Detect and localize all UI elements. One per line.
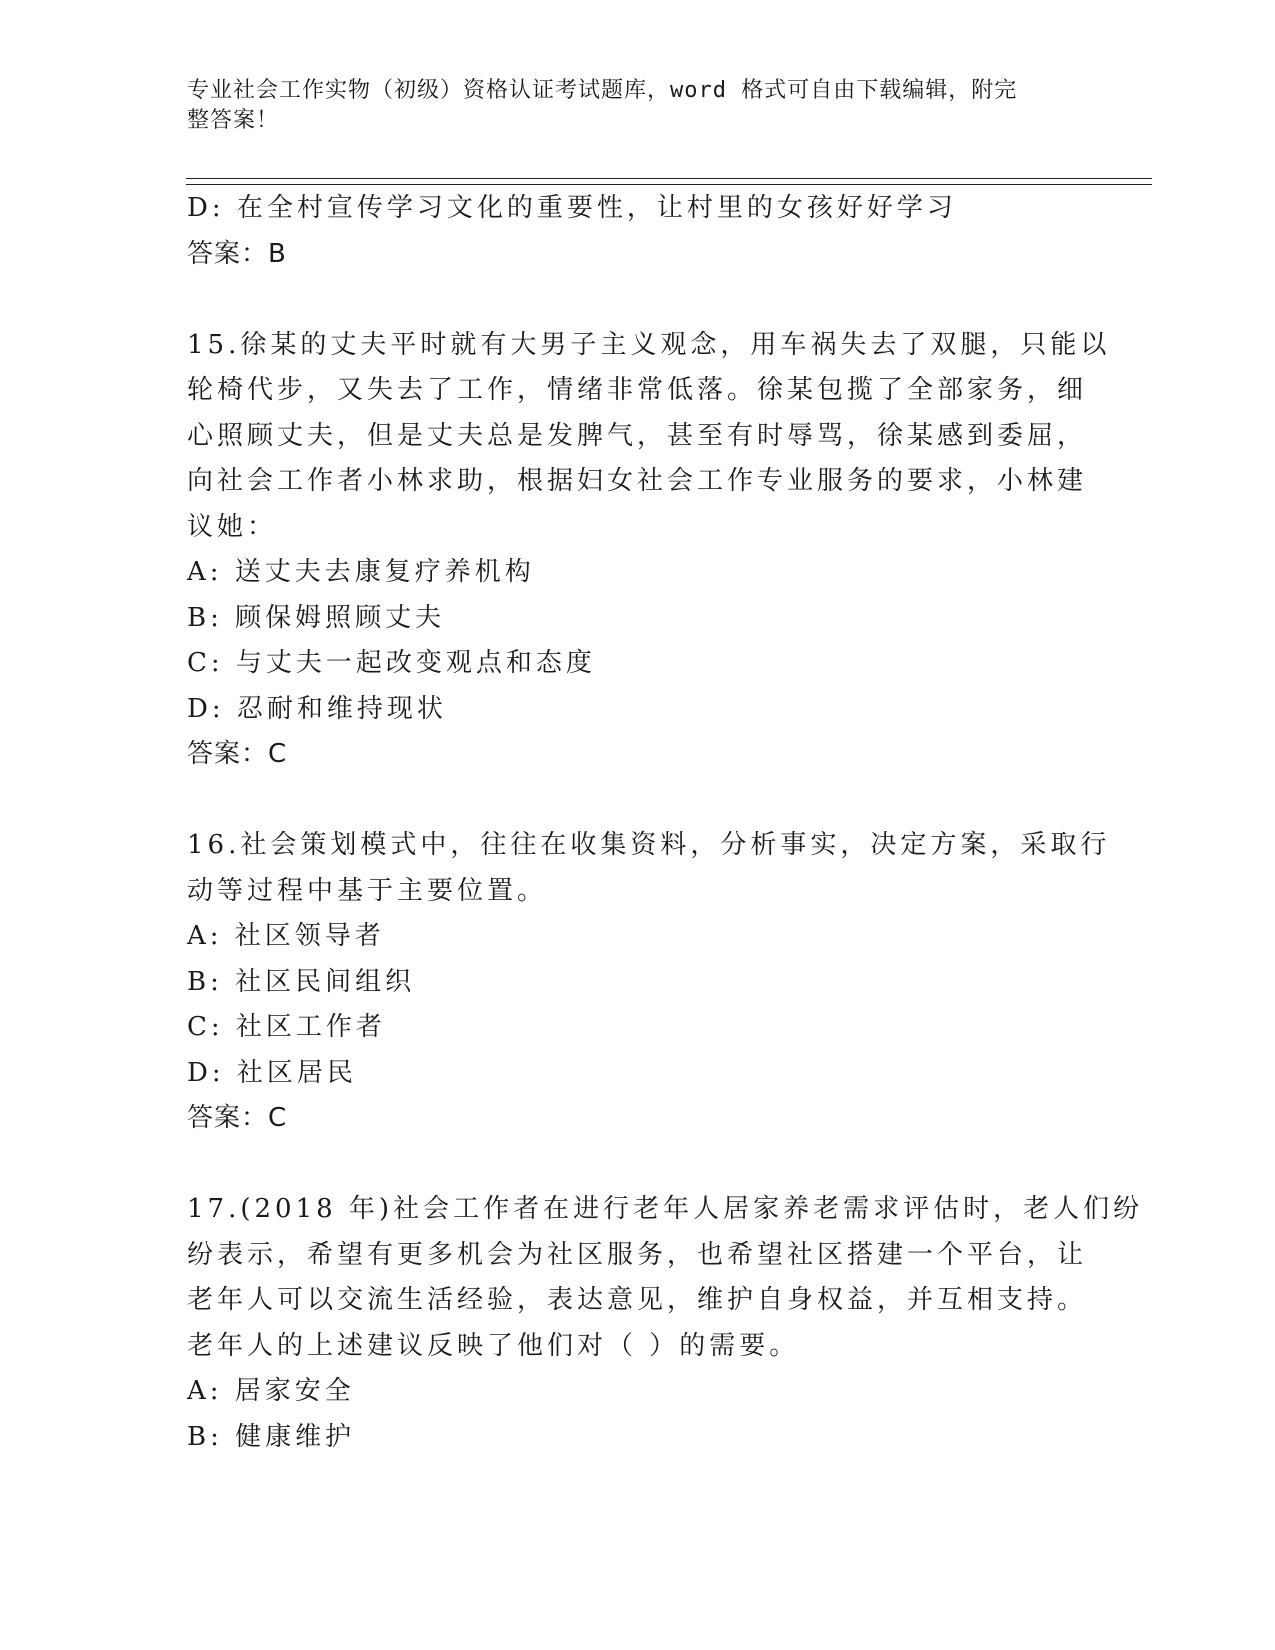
previous-question-tail [187,186,1077,277]
option-c: C: 社区工作者 [187,1012,386,1042]
question-text-line: 议她： [187,511,278,542]
answer-line: 答案：B [187,238,287,269]
answer-line: 答案：C [187,739,288,769]
spacer [187,778,1077,824]
answer-line: 答案：C [187,1103,288,1133]
question-text-line: 心照顾丈夫，但是丈夫总是发脾气，甚至有时辱骂，徐某感到委屈， [187,420,1088,451]
option-c: C: 与丈夫一起改变观点和态度 [187,648,596,678]
header-divider-top [186,178,1152,179]
question-text-line: 动等过程中基于主要位置。 [187,875,548,906]
question-text-line: 15.徐某的丈夫平时就有大男子主义观念，用车祸失去了双腿，只能以 [187,329,1111,360]
spacer [187,1142,1077,1188]
question-text-line: 老年人的上述建议反映了他们对（ ）的需要。 [187,1330,800,1361]
question-text-line: 17.(2018 年)社会工作者在进行老年人居家养老需求评估时，老人们纷 [187,1194,1144,1224]
question-text-line: 老年人可以交流生活经验，表达意见，维护自身权益，并互相支持。 [187,1285,1088,1315]
option-b: B: 健康维护 [187,1421,356,1452]
question-text-line: 纷表示，希望有更多机会为社区服务，也希望社区搭建一个平台，让 [187,1239,1088,1270]
question-15 [187,323,1111,778]
option-d: D: 社区居民 [187,1057,357,1088]
document-body [187,186,1144,1460]
header-line-1: 专业社会工作实物（初级）资格认证考试题库，word 格式可自由下载编辑，附完 [187,78,1018,103]
question-17 [187,1187,1144,1460]
question-text-line: 16.社会策划模式中，往往在收集资料，分析事实，决定方案，采取行 [187,830,1111,860]
option-b: B: 社区民间组织 [187,966,416,997]
spacer [187,277,1077,323]
question-16 [187,823,1111,1142]
header-line-2: 整答案！ [187,108,280,133]
option-a: A: 居家安全 [187,1376,355,1406]
question-text-line: 向社会工作者小林求助，根据妇女社会工作专业服务的要求，小林建 [187,466,1088,496]
page-header [187,76,1067,136]
option-a: A: 送丈夫去康复疗养机构 [187,557,535,587]
option-b: B: 顾保姆照顾丈夫 [187,602,446,633]
question-text-line: 轮椅代步，又失去了工作，情绪非常低落。徐某包揽了全部家务，细 [187,375,1088,405]
option-d: D: 在全村宣传学习文化的重要性，让村里的女孩好好学习 [187,193,957,223]
option-d: D: 忍耐和维持现状 [187,693,447,724]
header-divider-bottom [186,184,1152,185]
option-a: A: 社区领导者 [187,921,385,951]
